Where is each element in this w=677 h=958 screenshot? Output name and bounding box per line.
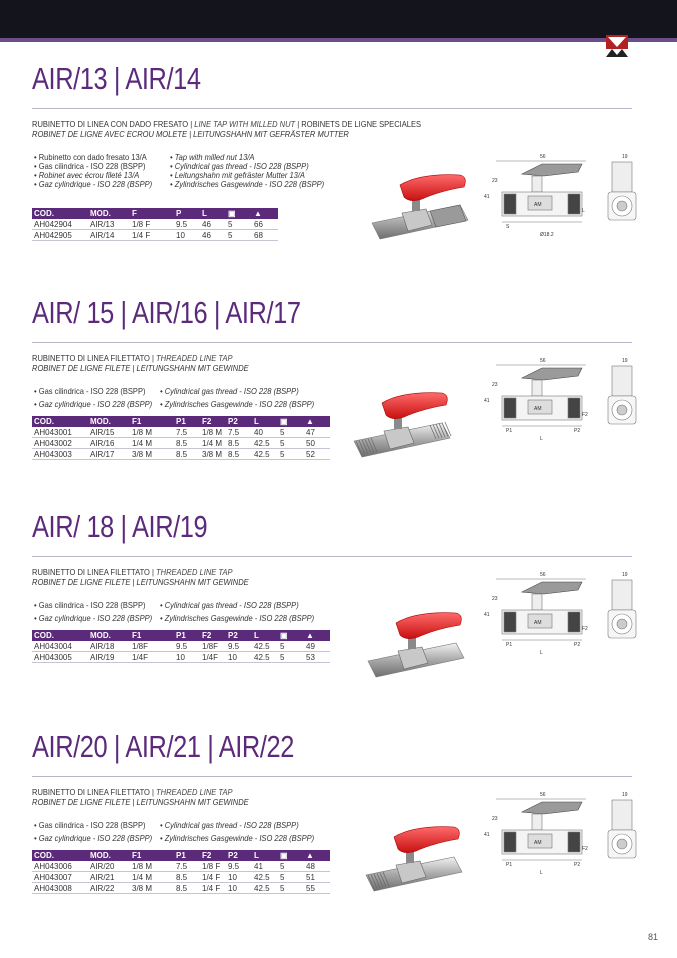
column-header: MOD. (88, 416, 130, 427)
table-row (32, 872, 330, 883)
subtitle-line-2: ROBINET DE LIGNE AVEC ECROU MOLETE | LEITUNGSHAHN MIT GEFRÄSTER MUTTER (32, 130, 349, 139)
table-cell: AH042905 (32, 230, 88, 241)
spec-table (32, 630, 330, 663)
table-cell: 10 (226, 652, 252, 663)
subtitle-part: RUBINETTO DI LINEA FILETTATO | (32, 354, 157, 363)
package-icon: ▣ (278, 416, 304, 427)
table-row (32, 427, 330, 438)
package-icon: ▣ (226, 208, 252, 219)
table-cell: 5 (226, 219, 252, 230)
table-cell: AH043004 (32, 641, 88, 652)
table-cell: AH043003 (32, 449, 88, 460)
table-cell: 1/8F (200, 641, 226, 652)
table-cell: 50 (304, 438, 330, 449)
dim-height: 41 (484, 398, 490, 404)
table-cell: 1/8 F (130, 219, 174, 230)
dim-label: F2 (582, 412, 588, 418)
table-cell: 42.5 (252, 872, 278, 883)
dim-label: L (582, 208, 585, 214)
column-header: F2 (200, 630, 226, 641)
dim-label: S (506, 224, 510, 230)
brand-logo-icon (604, 33, 630, 59)
bullet-right: • Cylindrical gas thread - ISO 228 (BSPP) (160, 821, 299, 830)
valve-product-image (360, 165, 480, 255)
table-header-row (32, 630, 330, 641)
table-cell: 1/4F (130, 652, 174, 663)
dim-label: L (540, 870, 543, 876)
title-rule (32, 108, 632, 109)
column-header: P1 (174, 850, 200, 861)
weight-icon: ▲ (252, 208, 278, 219)
table-cell: 46 (200, 230, 226, 241)
table-cell: 42.5 (252, 652, 278, 663)
bullet-left: • Gaz cylindrique - ISO 228 (BSPP) (34, 400, 153, 409)
table-cell: AH042904 (32, 219, 88, 230)
table-cell: 1/8 M (130, 861, 174, 872)
table-cell: AIR/15 (88, 427, 130, 438)
spec-table (32, 416, 330, 460)
column-header: L (252, 416, 278, 427)
table-row (32, 641, 330, 652)
table-row (32, 449, 330, 460)
section-title: AIR/ 18 | AIR/19 (32, 509, 208, 544)
table-cell: 1/8F (130, 641, 174, 652)
bullet-right: • Tap with milled nut 13/A (170, 153, 255, 162)
table-cell: AIR/17 (88, 449, 130, 460)
table-cell: 1/4 M (130, 438, 174, 449)
table-row (32, 438, 330, 449)
dim-label: P1 (506, 862, 513, 868)
table-cell: 8.5 (174, 883, 200, 894)
bullet-left: • Gas cilindrica - ISO 228 (BSPP) (34, 162, 146, 171)
column-header: COD. (32, 208, 88, 219)
table-row (32, 230, 278, 241)
dim-label: F2 (582, 846, 588, 852)
table-cell: 46 (200, 219, 226, 230)
table-cell: 7.5 (226, 427, 252, 438)
column-header: L (252, 630, 278, 641)
table-cell: 10 (226, 872, 252, 883)
subtitle-part: LINE TAP WITH MILLED NUT (194, 120, 296, 129)
table-cell: 8.5 (226, 438, 252, 449)
subtitle-line-1 (32, 120, 421, 130)
svg-text:AM: AM (534, 620, 542, 626)
svg-text:AM: AM (534, 202, 542, 208)
table-cell: 10 (226, 883, 252, 894)
dim-top: 23 (492, 816, 498, 822)
subtitle-line-2: ROBINET DE LIGNE FILETE | LEITUNGSHAHN MIT GEWINDE (32, 364, 249, 373)
subtitle-part: RUBINETTO DI LINEA FILETTATO | (32, 788, 157, 797)
dim-label: P2 (574, 862, 581, 868)
table-cell: 9.5 (226, 861, 252, 872)
column-header: F2 (200, 416, 226, 427)
table-cell: 10 (174, 230, 200, 241)
bullet-right: • Cylindrical gas thread - ISO 228 (BSPP) (160, 387, 299, 396)
table-cell: 52 (304, 449, 330, 460)
dim-label: L (540, 650, 543, 656)
column-header: COD. (32, 850, 88, 861)
table-header-row (32, 416, 330, 427)
section-title: AIR/13 | AIR/14 (32, 61, 201, 96)
technical-drawing (482, 790, 652, 880)
bullet-right: • Leitungshahn mit gefräster Mutter 13/A (170, 171, 305, 180)
table-cell: 1/4F (200, 652, 226, 663)
table-cell: 1/8 F (200, 861, 226, 872)
table-cell: AIR/22 (88, 883, 130, 894)
bullet-left: • Gaz cylindrique - ISO 228 (BSPP) (34, 834, 153, 843)
subtitle-part: THREADED LINE TAP (156, 354, 233, 363)
table-cell: AIR/14 (88, 230, 130, 241)
table-cell: AH043008 (32, 883, 88, 894)
table-cell: 5 (278, 883, 304, 894)
package-icon: ▣ (278, 850, 304, 861)
section-title: AIR/ 15 | AIR/16 | AIR/17 (32, 295, 301, 330)
dim-label: P1 (506, 642, 513, 648)
table-cell: 42.5 (252, 883, 278, 894)
table-cell: 7.5 (174, 861, 200, 872)
dim-width: 56 (540, 154, 546, 160)
bullet-left: • Gas cilindrica - ISO 228 (BSPP) (34, 821, 146, 830)
dim-height: 41 (484, 194, 490, 200)
table-cell: 9.5 (226, 641, 252, 652)
bullet-right: • Zylindrisches Gasgewinde - ISO 228 (BSPP) (160, 614, 315, 623)
dim-top: 23 (492, 178, 498, 184)
column-header: F1 (130, 416, 174, 427)
subtitle-part: RUBINETTO DI LINEA FILETTATO | (32, 568, 157, 577)
dim-width: 56 (540, 792, 546, 798)
table-header-row (32, 208, 278, 219)
dim-label: P2 (574, 428, 581, 434)
table-cell: 51 (304, 872, 330, 883)
weight-icon: ▲ (304, 416, 330, 427)
valve-product-image (342, 383, 462, 473)
table-cell: 1/8 M (130, 427, 174, 438)
table-cell: 10 (174, 652, 200, 663)
column-header: L (252, 850, 278, 861)
table-cell: 42.5 (252, 438, 278, 449)
table-cell: 5 (226, 230, 252, 241)
column-header: MOD. (88, 630, 130, 641)
dim-label: P2 (574, 642, 581, 648)
dim-width: 56 (540, 572, 546, 578)
top-bar (0, 0, 677, 38)
table-cell: 5 (278, 438, 304, 449)
table-cell: AIR/18 (88, 641, 130, 652)
section-title: AIR/20 | AIR/21 | AIR/22 (32, 729, 294, 764)
subtitle-line-2: ROBINET DE LIGNE FILETE | LEITUNGSHAHN MIT GEWINDE (32, 578, 249, 587)
table-cell: AH043001 (32, 427, 88, 438)
dim-side: 19 (622, 792, 628, 798)
table-cell: 68 (252, 230, 278, 241)
bullet-right: • Zylindrisches Gasgewinde - ISO 228 (BSPP) (160, 834, 315, 843)
package-icon: ▣ (278, 630, 304, 641)
technical-drawing (482, 152, 652, 242)
column-header: P2 (226, 850, 252, 861)
page-number: 81 (648, 932, 659, 942)
table-cell: 3/8 M (200, 449, 226, 460)
dim-label: P1 (506, 428, 513, 434)
table-cell: 47 (304, 427, 330, 438)
table-row (32, 861, 330, 872)
table-cell: AIR/13 (88, 219, 130, 230)
title-rule (32, 776, 632, 777)
bullet-left: • Gas cilindrica - ISO 228 (BSPP) (34, 601, 146, 610)
table-cell: AH043002 (32, 438, 88, 449)
column-header: F1 (130, 850, 174, 861)
dim-width: 56 (540, 358, 546, 364)
table-cell: 48 (304, 861, 330, 872)
bullet-right: • Zylindrisches Gasgewinde - ISO 228 (BSPP) (160, 400, 315, 409)
dim-height: 41 (484, 612, 490, 618)
title-rule (32, 342, 632, 343)
table-cell: 9.5 (174, 219, 200, 230)
table-cell: AH043007 (32, 872, 88, 883)
spec-table (32, 850, 330, 894)
table-cell: 1/8 M (200, 427, 226, 438)
column-header: F2 (200, 850, 226, 861)
subtitle-line-1 (32, 788, 233, 798)
column-header: MOD. (88, 208, 130, 219)
column-header: COD. (32, 416, 88, 427)
table-row (32, 652, 330, 663)
column-header: P1 (174, 630, 200, 641)
subtitle-line-1 (32, 568, 233, 578)
table-cell: 41 (252, 861, 278, 872)
table-cell: 3/8 M (130, 449, 174, 460)
bullet-left: • Gas cilindrica - ISO 228 (BSPP) (34, 387, 146, 396)
bullet-right: • Cylindrical gas thread - ISO 228 (BSPP) (160, 601, 299, 610)
table-cell: 7.5 (174, 427, 200, 438)
bullet-left: • Robinet avec écrou fileté 13/A (34, 171, 140, 180)
table-cell: 5 (278, 449, 304, 460)
subtitle-part: | ROBINETS DE LIGNE SPECIALES (295, 120, 422, 129)
table-cell: 1/4 M (200, 438, 226, 449)
table-cell: 42.5 (252, 449, 278, 460)
svg-text:AM: AM (534, 840, 542, 846)
dim-label: L (540, 436, 543, 442)
technical-drawing (482, 570, 652, 660)
dim-top: 23 (492, 596, 498, 602)
dim-side: 19 (622, 154, 628, 160)
weight-icon: ▲ (304, 850, 330, 861)
subtitle-line-1 (32, 354, 233, 364)
table-cell: 53 (304, 652, 330, 663)
table-cell: 5 (278, 861, 304, 872)
bullet-right: • Zylindrisches Gasgewinde - ISO 228 (BSPP) (170, 180, 325, 189)
valve-product-image (356, 603, 476, 693)
column-header: P2 (226, 416, 252, 427)
dim-label: F2 (582, 626, 588, 632)
bullet-right: • Cylindrical gas thread - ISO 228 (BSPP) (170, 162, 309, 171)
bullet-left: • Gaz cylindrique - ISO 228 (BSPP) (34, 180, 153, 189)
table-cell: 5 (278, 427, 304, 438)
table-header-row (32, 850, 330, 861)
subtitle-part: THREADED LINE TAP (156, 788, 233, 797)
table-cell: 8.5 (174, 438, 200, 449)
dim-side: 19 (622, 358, 628, 364)
table-cell: 3/8 M (130, 883, 174, 894)
table-cell: AIR/16 (88, 438, 130, 449)
table-cell: 8.5 (226, 449, 252, 460)
table-cell: AIR/19 (88, 652, 130, 663)
valve-product-image (354, 817, 474, 907)
table-cell: 55 (304, 883, 330, 894)
spec-table (32, 208, 278, 241)
table-cell: 66 (252, 219, 278, 230)
table-cell: 8.5 (174, 872, 200, 883)
table-cell: 8.5 (174, 449, 200, 460)
table-cell: AIR/21 (88, 872, 130, 883)
table-cell: AH043005 (32, 652, 88, 663)
table-cell: 5 (278, 652, 304, 663)
weight-icon: ▲ (304, 630, 330, 641)
dim-label: Ø18.2 (540, 232, 554, 238)
table-row (32, 883, 330, 894)
column-header: P1 (174, 416, 200, 427)
table-row (32, 219, 278, 230)
table-cell: 1/4 M (130, 872, 174, 883)
table-cell: 1/4 F (130, 230, 174, 241)
dim-side: 19 (622, 572, 628, 578)
bullet-left: • Rubinetto con dado fresato 13/A (34, 153, 147, 162)
table-cell: 9.5 (174, 641, 200, 652)
subtitle-part: THREADED LINE TAP (156, 568, 233, 577)
table-cell: AH043006 (32, 861, 88, 872)
column-header: L (200, 208, 226, 219)
dim-height: 41 (484, 832, 490, 838)
technical-drawing (482, 356, 652, 446)
bullet-left: • Gaz cylindrique - ISO 228 (BSPP) (34, 614, 153, 623)
top-bar-accent (0, 38, 677, 42)
column-header: F1 (130, 630, 174, 641)
table-cell: 49 (304, 641, 330, 652)
table-cell: 42.5 (252, 641, 278, 652)
column-header: COD. (32, 630, 88, 641)
column-header: P2 (226, 630, 252, 641)
column-header: MOD. (88, 850, 130, 861)
table-cell: AIR/20 (88, 861, 130, 872)
column-header: F (130, 208, 174, 219)
svg-text:AM: AM (534, 406, 542, 412)
title-rule (32, 556, 632, 557)
subtitle-part: RUBINETTO DI LINEA CON DADO FRESATO | (32, 120, 195, 129)
table-cell: 5 (278, 872, 304, 883)
table-cell: 1/4 F (200, 883, 226, 894)
dim-top: 23 (492, 382, 498, 388)
table-cell: 40 (252, 427, 278, 438)
column-header: P (174, 208, 200, 219)
table-cell: 5 (278, 641, 304, 652)
table-cell: 1/4 F (200, 872, 226, 883)
subtitle-line-2: ROBINET DE LIGNE FILETE | LEITUNGSHAHN MIT GEWINDE (32, 798, 249, 807)
